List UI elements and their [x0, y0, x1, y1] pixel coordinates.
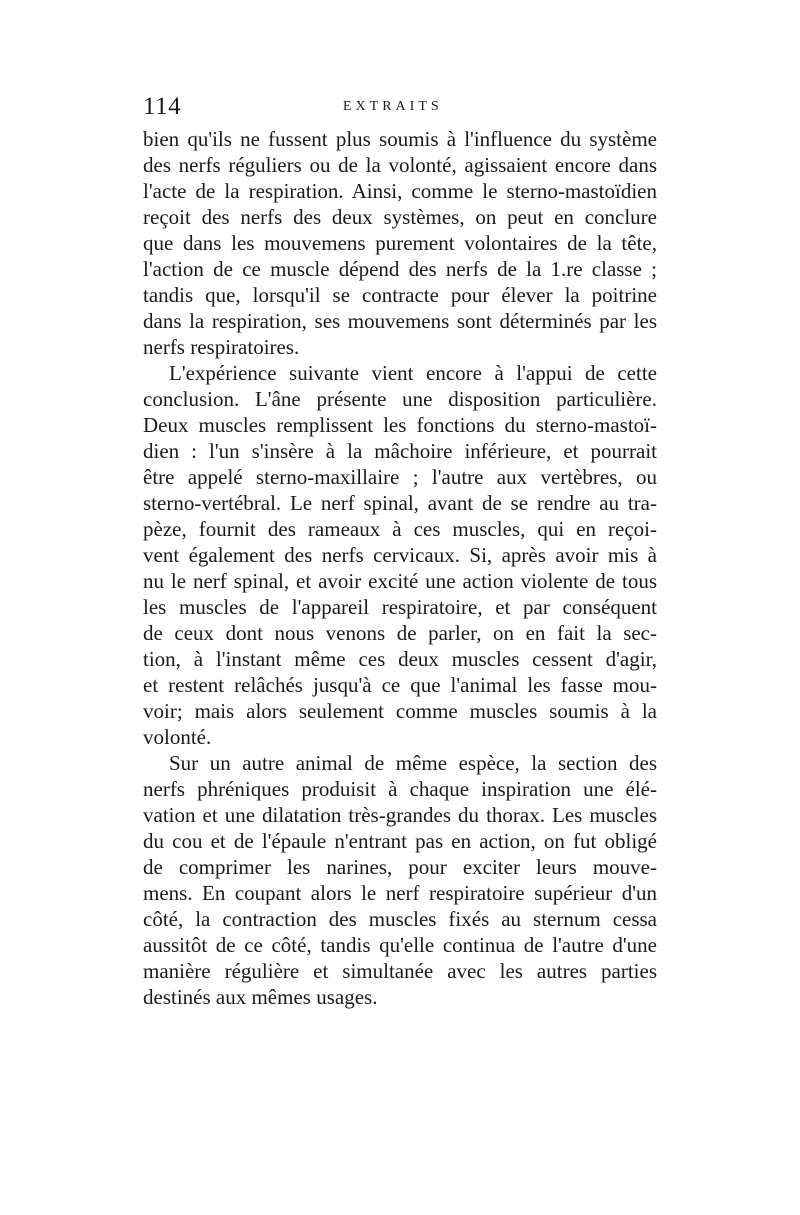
text-line: l'action de ce muscle dépend des nerfs de la 1.re classe ;	[143, 257, 657, 281]
paragraph-2	[143, 360, 657, 750]
text-line: de comprimer les narines, pour exciter leurs mouve-	[143, 855, 657, 879]
page-number: 114	[143, 93, 182, 120]
text-line: aussitôt de ce côté, tandis qu'elle continua de l'autre d'une	[143, 933, 657, 957]
text-line: et restent relâchés jusqu'à ce que l'animal les fasse mou-	[143, 673, 657, 697]
text-line: mens. En coupant alors le nerf respiratoire supérieur d'un	[143, 881, 657, 905]
text-line: nerfs respiratoires.	[143, 335, 300, 359]
text-line: pèze, fournit des rameaux à ces muscles, qui en reçoi-	[143, 517, 657, 541]
text-line: tandis que, lorsqu'il se contracte pour élever la poitrine	[143, 283, 657, 307]
text-line: vent également des nerfs cervicaux. Si, après avoir mis à	[143, 543, 657, 567]
text-line: que dans les mouvemens purement volontaires de la tête,	[143, 231, 657, 255]
text-line: tion, à l'instant même ces deux muscles cessent d'agir,	[143, 647, 657, 671]
text-line: les muscles de l'appareil respiratoire, et par conséquent	[143, 595, 657, 619]
text-line: bien qu'ils ne fussent plus soumis à l'influence du système	[143, 127, 657, 151]
text-line: des nerfs réguliers ou de la volonté, agissaient encore dans	[143, 153, 657, 177]
text-line: Deux muscles remplissent les fonctions du sterno-mastoï-	[143, 413, 657, 437]
text-line: dien : l'un s'insère à la mâchoire inférieure, et pourrait	[143, 439, 657, 463]
text-line: sterno-vertébral. Le nerf spinal, avant de se rendre au tra-	[143, 491, 657, 515]
paragraph-1	[143, 126, 657, 360]
text-line: l'acte de la respiration. Ainsi, comme le sterno-mastoïdien	[143, 179, 657, 203]
page-header	[143, 92, 657, 122]
text-line: nerfs phréniques produisit à chaque inspiration une élé-	[143, 777, 657, 801]
text-line: dans la respiration, ses mouvemens sont déterminés par les	[143, 309, 657, 333]
text-line: L'expérience suivante vient encore à l'appui de cette	[169, 361, 657, 385]
body-text	[143, 126, 657, 1010]
paragraph-3	[143, 750, 657, 1010]
text-line: nu le nerf spinal, et avoir excité une action violente de tous	[143, 569, 657, 593]
text-line: Sur un autre animal de même espèce, la section des	[169, 751, 657, 775]
text-line: manière régulière et simultanée avec les autres parties	[143, 959, 657, 983]
text-line: de ceux dont nous venons de parler, on en fait la sec-	[143, 621, 657, 645]
text-line: du cou et de l'épaule n'entrant pas en action, on fut obligé	[143, 829, 657, 853]
text-line: volonté.	[143, 725, 212, 749]
text-line: destinés aux mêmes usages.	[143, 985, 378, 1009]
text-line: reçoit des nerfs des deux systèmes, on peut en conclure	[143, 205, 657, 229]
text-line: voir; mais alors seulement comme muscles soumis à la	[143, 699, 657, 723]
text-line: conclusion. L'âne présente une disposition particulière.	[143, 387, 657, 411]
text-line: être appelé sterno-maxillaire ; l'autre aux vertèbres, ou	[143, 465, 657, 489]
text-line: vation et une dilatation très-grandes du thorax. Les muscles	[143, 803, 657, 827]
running-head: EXTRAITS	[343, 99, 443, 114]
text-line: côté, la contraction des muscles fixés au sternum cessa	[143, 907, 657, 931]
